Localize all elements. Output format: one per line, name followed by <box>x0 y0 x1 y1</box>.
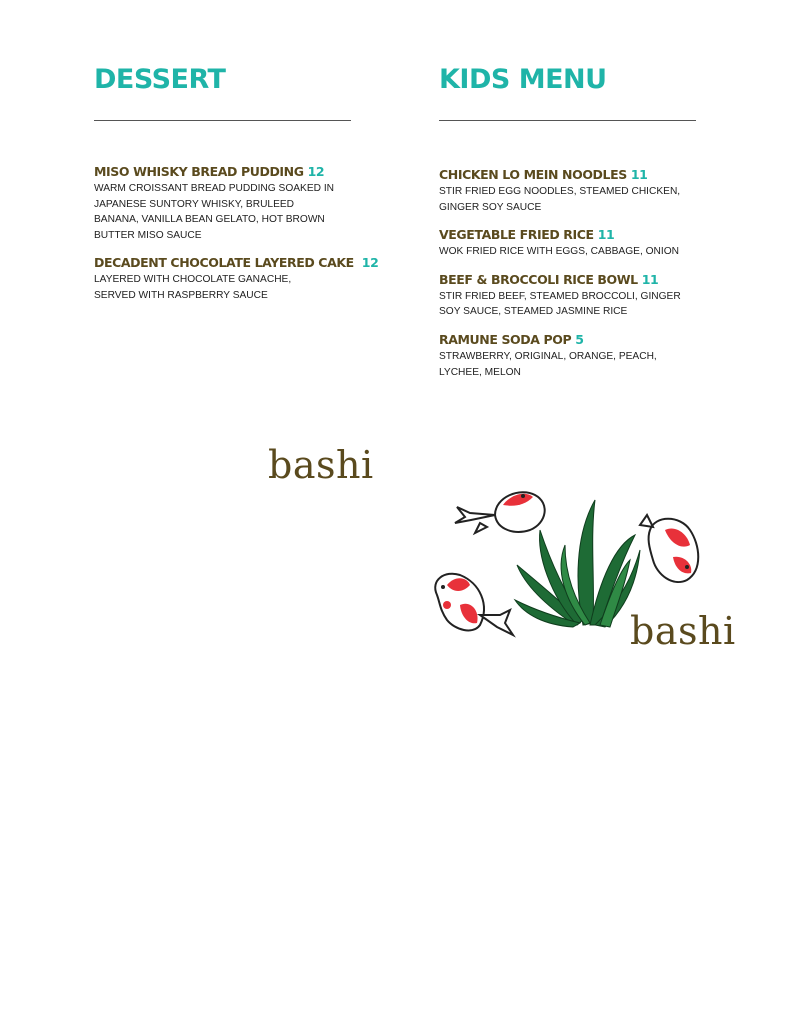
koi-fish-icon <box>435 574 513 635</box>
item-price: 11 <box>597 227 615 243</box>
kids-menu-items <box>439 167 701 380</box>
bashi-logo: bashi <box>630 609 736 653</box>
item-description: STIR FRIED BEEF, STEAMED BROCCOLI, GINGER SOY SAUCE, STEAMED JASMINE RICE <box>439 290 681 318</box>
item-name: MISO WHISKY BREAD PUDDING <box>94 164 304 179</box>
dessert-divider <box>94 120 351 121</box>
item-name: CHICKEN LO MEIN NOODLES <box>439 167 627 182</box>
item-description: LAYERED WITH CHOCOLATE GANACHE, SERVED WITH RASPBERRY SAUCE <box>94 274 292 301</box>
koi-fish-icon <box>455 492 545 533</box>
item-name: DECADENT CHOCOLATE LAYERED CAKE <box>94 255 354 271</box>
koi-fish-icon <box>640 515 698 582</box>
menu-item <box>94 255 379 303</box>
item-description: STIR FRIED EGG NOODLES, STEAMED CHICKEN, GINGER SOY SAUCE <box>439 186 681 213</box>
kids-menu-divider <box>439 120 696 121</box>
item-description: WOK FRIED RICE WITH EGGS, CABBAGE, ONION <box>439 246 679 258</box>
item-name: VEGETABLE FRIED RICE <box>439 227 594 243</box>
menu-item <box>439 332 671 380</box>
menu-item <box>439 227 684 260</box>
item-price: 12 <box>307 164 325 179</box>
menu-item <box>439 167 684 215</box>
dessert-items <box>94 164 379 304</box>
item-description: STRAWBERRY, ORIGINAL, ORANGE, PEACH, LYCHEE, MELON <box>439 350 657 378</box>
kids-menu-title: KIDS MENU <box>439 64 607 95</box>
item-name: BEEF & BROCCOLI RICE BOWL <box>439 271 638 287</box>
item-price: 11 <box>641 271 659 287</box>
item-name: RAMUNE SODA POP <box>439 331 572 347</box>
item-price: 12 <box>361 255 379 271</box>
menu-item <box>439 272 684 320</box>
item-description: WARM CROISSANT BREAD PUDDING SOAKED IN JAPANESE SUNTORY WHISKY, BRULEED BANANA, VANILLA BEAN GELATO, HOT BROWN BUTTER MISO SAUCE <box>94 183 335 241</box>
bashi-logo: bashi <box>268 443 374 487</box>
menu-item <box>94 164 334 243</box>
item-price: 5 <box>575 331 584 347</box>
dessert-title: DESSERT <box>94 64 226 95</box>
item-price: 11 <box>630 167 648 182</box>
